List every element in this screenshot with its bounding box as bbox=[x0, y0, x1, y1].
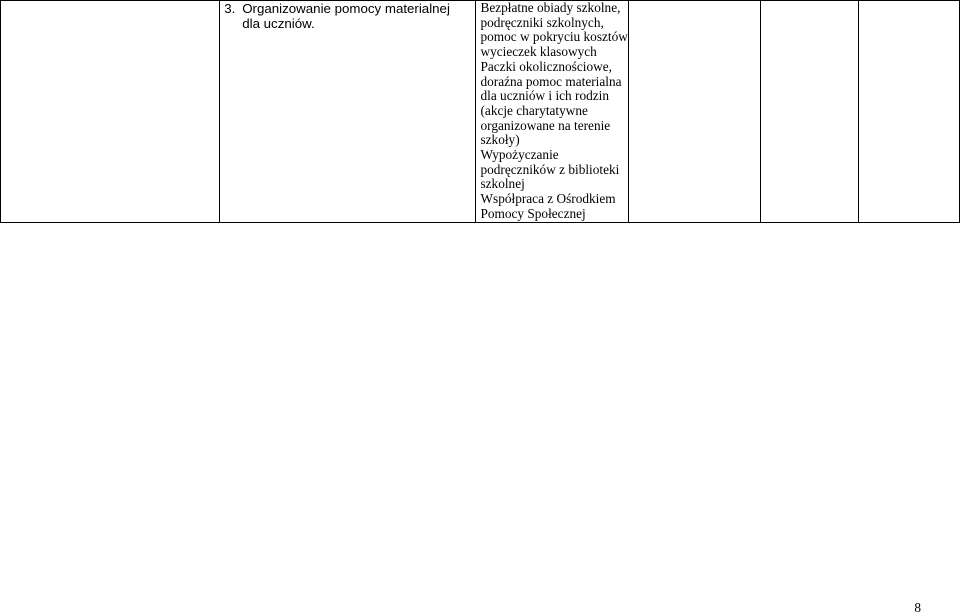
action-line: Pomocy Społecznej bbox=[480, 205, 586, 221]
document-table bbox=[0, 0, 960, 223]
action-line: podręczników z biblioteki bbox=[480, 161, 620, 177]
empty-cell bbox=[858, 1, 959, 223]
action-line: szkoły) bbox=[480, 132, 520, 148]
action-line: szkolnej bbox=[480, 176, 525, 192]
action-line: podręczniki szkolnych, bbox=[480, 14, 604, 30]
page-number: 8 bbox=[914, 600, 921, 615]
task-text: Organizowanie pomocy materialnej dla uczniów. bbox=[242, 1, 450, 31]
empty-cell bbox=[628, 1, 760, 223]
action-line: dla uczniów i ich rodzin bbox=[480, 88, 609, 104]
action-line: Współpraca z Ośrodkiem bbox=[480, 191, 616, 207]
action-line: (akcje charytatywne bbox=[480, 102, 588, 118]
action-line: Paczki okolicznościowe, bbox=[480, 58, 612, 74]
task-cell bbox=[220, 1, 476, 223]
task-number: 3. bbox=[224, 1, 236, 16]
table-row bbox=[1, 1, 960, 223]
action-line: Wypożyczanie bbox=[480, 147, 559, 163]
empty-cell bbox=[1, 1, 220, 223]
action-line: wycieczek klasowych bbox=[480, 44, 597, 60]
action-line: Bezpłatne obiady szkolne, bbox=[480, 0, 621, 15]
action-line: organizowane na terenie bbox=[480, 117, 611, 133]
empty-cell bbox=[760, 1, 858, 223]
action-line: doraźna pomoc materialna bbox=[480, 73, 622, 89]
action-line: pomoc w pokryciu kosztów bbox=[480, 29, 628, 45]
actions-cell bbox=[476, 1, 628, 223]
